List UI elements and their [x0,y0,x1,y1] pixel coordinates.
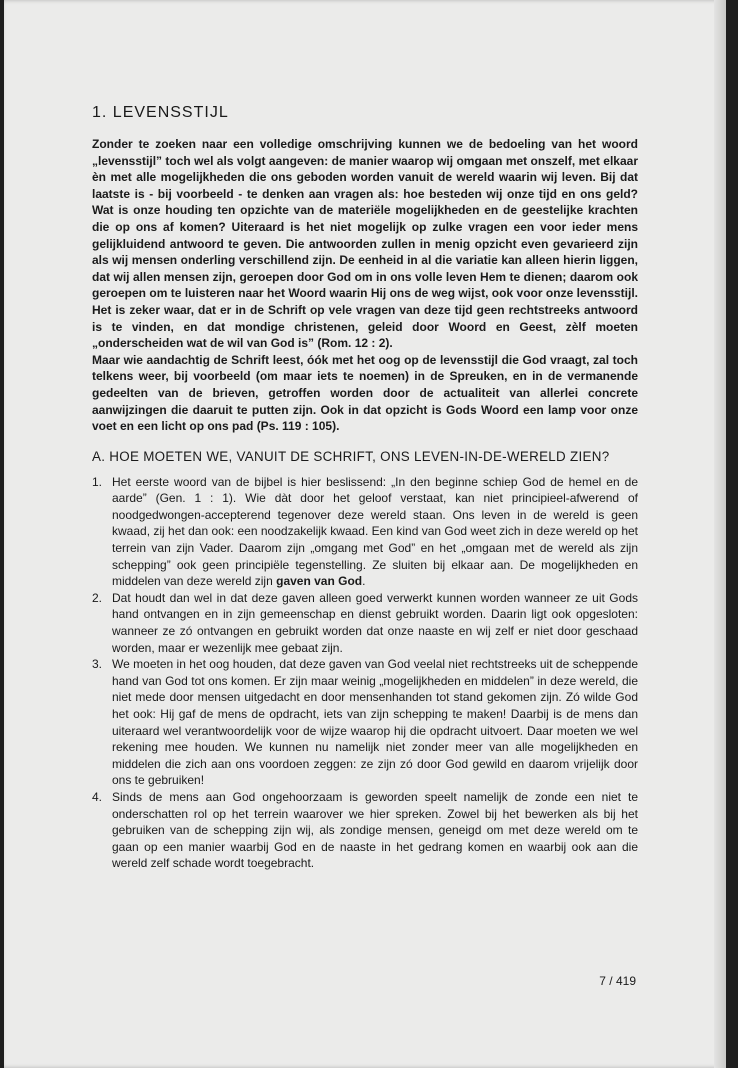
list-item [92,474,638,590]
intro-paragraph-2: Maar wie aandachtig de Schrift leest, óók met het oog op de levensstijl die God vraagt, zal toch telkens weer, bij voorbeeld (om maar iets te noemen) in de Spreuken, en in de vermanende gedeelten van de brieven, getroffen worden door de actualiteit van allerlei concrete aanwijzingen die daaruit te putten zijn. Ook in dat opzicht is Gods Woord een lamp voor onze voet en een licht op ons pad (Ps. 119 : 105). [92,352,638,434]
intro-text [92,136,638,435]
list-item-text: We moeten in het oog houden, dat deze gaven van God veelal niet rechtstreeks uit de scheppende hand van God tot ons komen. Er zijn maar weinig „mogelijkheden en middelen” in deze wereld, die niet mede door mensen uitgedacht en door mensenhanden tot stand gekomen zijn. Zó wilde God het ook: Hij gaf de mens de opdracht, iets van zijn schepping te maken! Daarbij is de mens dan uiteraard wel verantwoordelijk voor de wijze waarop hij die opdracht uitvoert. Daar moeten we wel rekening mee houden. We kunnen nu namelijk niet zonder meer van alle mogelijkheden en middelen die zich aan ons voordoen zeggen: ze zijn zó door God gewild en daarom vrijelijk door ons te gebruiken! [112,657,638,788]
page-edge-shadow [714,0,726,1068]
page-number: 7 / 419 [599,974,636,988]
list-item-tail: . [362,574,366,589]
list-number: 3. [92,657,103,672]
list-item [92,789,638,872]
list-number: 1. [92,474,103,489]
list-item-emphasis: gaven van God [276,574,363,589]
chapter-title: 1. LEVENSSTIJL [92,104,229,121]
list-item [92,656,638,789]
list-item-text: Sinds de mens aan God ongehoorzaam is geworden speelt namelijk de zonde een niet te onderschatten rol op het terrein waarover we hier spreken. Zowel bij het bewerken als bij het gebruiken van de schepping zijn wij, als zondige mensen, geneigd om met deze wereld om te gaan op een manier waarbij God en de naaste in het gedrang komen en waarbij ook aan die wereld zelf schade wordt toegebracht. [112,789,638,871]
section-a-heading: A. HOE MOETEN WE, VANUIT DE SCHRIFT, ONS LEVEN-IN-DE-WERELD ZIEN? [92,448,610,464]
list-number: 4. [92,789,103,804]
list-number: 2. [92,590,103,605]
intro-paragraph-1: Zonder te zoeken naar een volledige omschrijving kunnen we de bedoeling van het woord „levensstijl” toch wel als volgt aangeven: de manier waarop wij omgaan met onszelf, met elkaar èn met alle mogelijkheden die ons geboden worden vanuit de wereld waarin wij leven. Bij dat laatste is - bij voorbeeld - te denken aan vragen als: hoe besteden wij onze tijd en ons geld? Wat is onze houding ten opzichte van de materiële mogelijkheden en de geestelijke krachten die op ons af komen? Uiteraard is het niet mogelijk op zulke vragen een voor ieder mens gelijkluidend antwoord te geven. Die antwoorden zullen in menig opzicht even gevarieerd zijn als wij mensen onderling verschillend zijn. De eenheid in al die variatie kan alleen hierin liggen, dat wij allen mensen zijn, geroepen door God om in ons volle leven Hem te dienen; daarom ook geroepen om te luisteren naar het Woord waarin Hij ons de weg wijst, ook voor onze levensstijl. Het is zeker waar, dat er in de Schrift op vele vragen van deze tijd geen rechtstreeks antwoord is te vinden, en dat mondige christenen, geleid door Woord en Geest, zèlf moeten „onderscheiden wat de wil van God is” (Rom. 12 : 2). [92,137,638,351]
list-item [92,590,638,656]
page-content [92,104,638,872]
numbered-list [92,474,638,872]
list-item-text: Het eerste woord van de bijbel is hier beslissend: „In den beginne schiep God de hemel en de aarde” (Gen. 1 : 1). Wie dàt door het geloof verstaat, kan niet principieel-afwerend of noodgedwongen-accepterend tegenover deze wereld staan. Ons leven in de wereld is geen kwaad, zij het dan ook: een noodzakelijk kwaad. Een kind van God weet zich in deze wereld op het terrein van zijn Vader. Daarom zijn „omgang met God” en het „omgaan met de wereld als zijn schepping” ook geen principiële tegenstelling. Ze sluiten bij elkaar aan. De mogelijkheden en middelen van deze wereld zijn [112,474,638,589]
list-item-text: Dat houdt dan wel in dat deze gaven alleen goed verwerkt kunnen worden wanneer ze uit Gods hand ontvangen en in zijn gemeenschap en dienst gebruikt worden. Daarin ligt ook opgesloten: wanneer ze zó ontvangen en gebruikt worden dat onze naaste en wij zelf er niet door geschaad worden, maar er wezenlijk mee gebaat zijn. [112,590,638,655]
